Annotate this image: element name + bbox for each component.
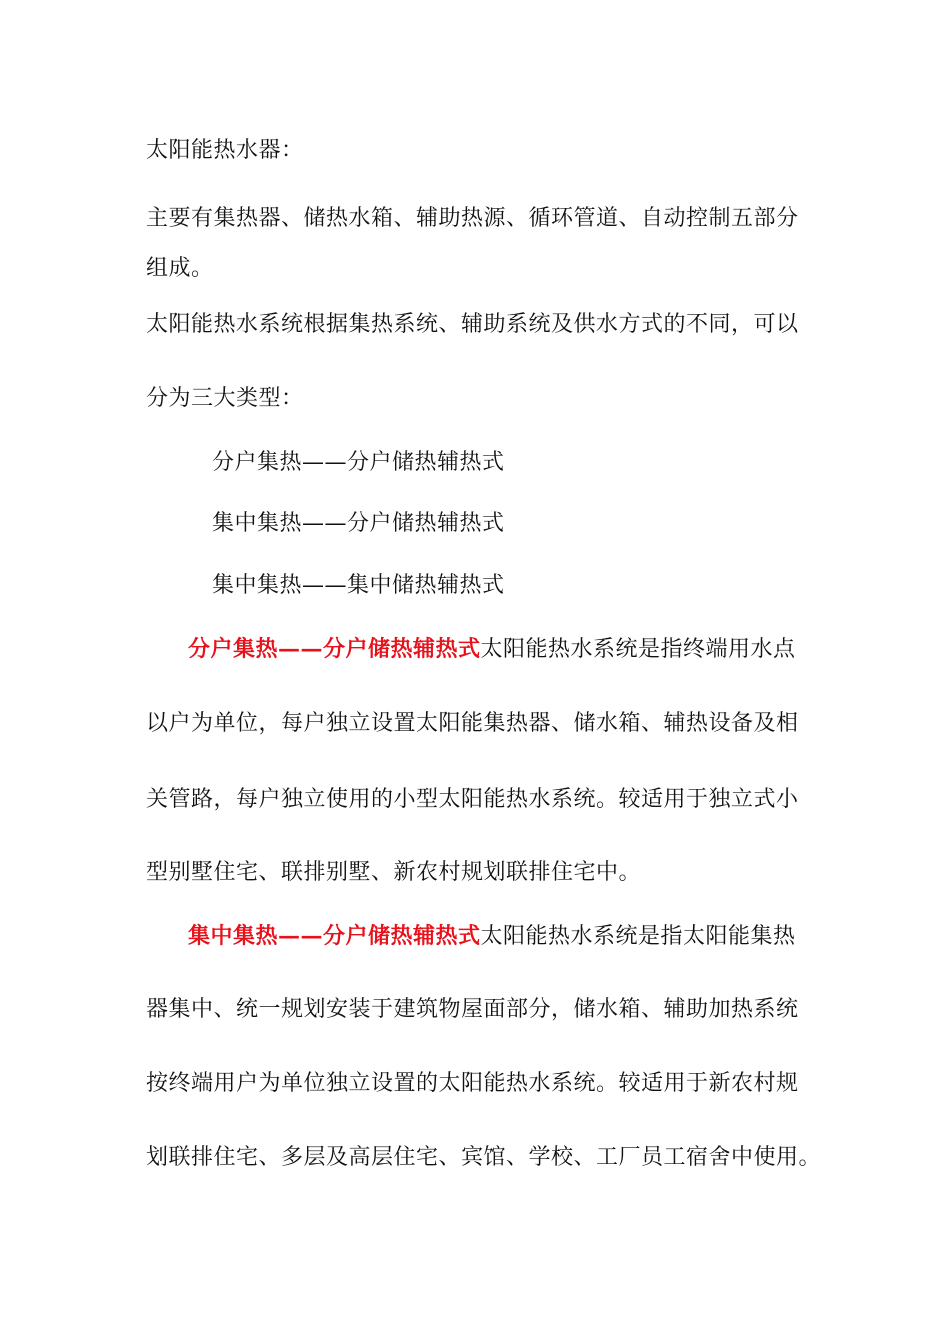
para1-highlight: 分户集热——分户储热辅热式 <box>188 636 481 662</box>
para1-line-3: 关管路，每户独立使用的小型太阳能热水系统。较适用于独立式小 <box>146 787 799 812</box>
heading-solar-water-heater: 太阳能热水器： <box>146 138 304 163</box>
composition-line-1: 主要有集热器、储热水箱、辅助热源、循环管道、自动控制五部分 <box>146 206 799 231</box>
composition-line-2: 组成。 <box>146 256 214 281</box>
classification-line-1: 太阳能热水系统根据集热系统、辅助系统及供水方式的不同，可以 <box>146 312 799 337</box>
type-item-3: 集中集热——集中储热辅热式 <box>212 573 505 598</box>
para2-highlight: 集中集热——分户储热辅热式 <box>188 923 481 949</box>
para2-line-1 <box>188 921 796 952</box>
classification-line-2: 分为三大类型： <box>146 386 304 411</box>
para2-line-4: 划联排住宅、多层及高层住宅、宾馆、学校、工厂员工宿舍中使用。 <box>146 1145 822 1170</box>
para2-line-3: 按终端用户为单位独立设置的太阳能热水系统。较适用于新农村规 <box>146 1071 799 1096</box>
para2-line-2: 器集中、统一规划安装于建筑物屋面部分，储水箱、辅助加热系统 <box>146 997 799 1022</box>
para1-line1-rest: 太阳能热水系统是指终端用水点 <box>480 637 796 662</box>
para1-line-2: 以户为单位，每户独立设置太阳能集热器、储水箱、辅热设备及相 <box>146 711 799 736</box>
type-item-2: 集中集热——分户储热辅热式 <box>212 511 505 536</box>
para2-line1-rest: 太阳能热水系统是指太阳能集热 <box>480 924 796 949</box>
para1-line-1 <box>188 634 796 665</box>
para1-line-4: 型别墅住宅、联排别墅、新农村规划联排住宅中。 <box>146 860 642 885</box>
type-item-1: 分户集热——分户储热辅热式 <box>212 450 505 475</box>
